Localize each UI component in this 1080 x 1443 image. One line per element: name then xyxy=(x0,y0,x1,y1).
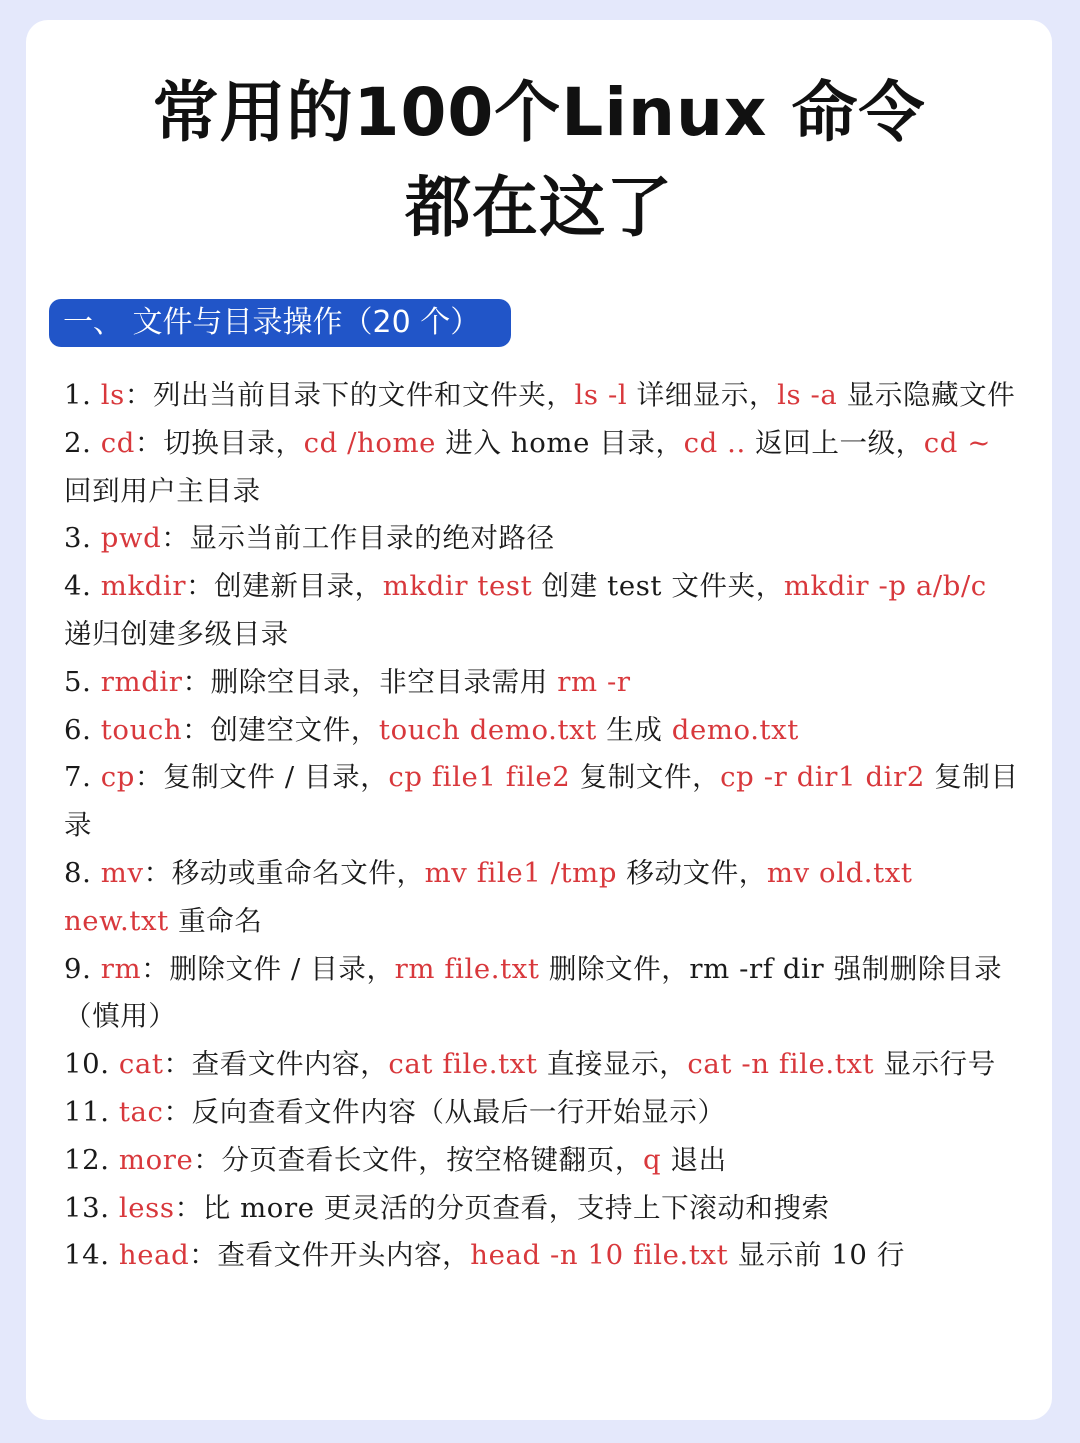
description-text: 显示前 10 行 xyxy=(728,1239,905,1272)
command-text: rm file.txt xyxy=(394,952,540,985)
command-text: less xyxy=(118,1191,175,1224)
command-text: q xyxy=(642,1143,662,1176)
command-text: cd xyxy=(100,426,135,459)
command-list xyxy=(64,372,1024,1280)
description-text: 复制文件， xyxy=(570,761,721,794)
command-text: ls -a xyxy=(777,379,838,411)
command-text: cat file.txt xyxy=(388,1048,538,1081)
description-text: 返回上一级， xyxy=(745,426,924,459)
description-text: 13. xyxy=(64,1191,119,1224)
list-item xyxy=(64,659,1024,707)
list-item xyxy=(64,1185,1024,1233)
command-text: mv xyxy=(100,856,144,889)
description-text: ：分页查看长文件，按空格键翻页， xyxy=(193,1143,643,1176)
description-text: 创建 test 文件夹， xyxy=(532,570,784,603)
description-text: 显示隐藏文件 xyxy=(837,379,1016,411)
description-text: 详细显示， xyxy=(627,379,778,411)
command-text: cp xyxy=(100,761,135,794)
list-item xyxy=(64,515,1024,563)
description-text: 复制目录 xyxy=(64,761,1019,842)
list-item xyxy=(64,1089,1024,1137)
command-text: pwd xyxy=(100,522,162,555)
command-text: touch demo.txt xyxy=(378,713,597,746)
description-text: 重命名 xyxy=(168,904,263,937)
command-text: cd .. xyxy=(683,426,746,459)
command-text: cd /home xyxy=(303,426,437,459)
description-text: 递归创建多级目录 xyxy=(64,617,289,650)
description-text: 回到用户主目录 xyxy=(64,474,261,507)
description-text: 7. xyxy=(64,761,101,794)
command-text: mkdir -p a/b/c xyxy=(783,570,987,603)
description-text: 5. xyxy=(64,665,101,698)
content-card xyxy=(26,20,1052,1420)
command-text: touch xyxy=(100,713,183,746)
description-text: ：显示当前工作目录的绝对路径 xyxy=(161,522,555,555)
list-item xyxy=(64,946,1024,1042)
description-text: 退出 xyxy=(661,1143,727,1176)
command-text: mv old.txt new.txt xyxy=(64,856,913,937)
list-item xyxy=(64,1041,1024,1089)
description-text: 8. xyxy=(64,856,101,889)
section-heading: 一、 文件与目录操作（20 个） xyxy=(63,305,481,340)
command-text: ls xyxy=(100,379,125,411)
command-text: mkdir xyxy=(100,570,187,603)
page-title-line-1: 常用的100个Linux 命令 xyxy=(152,74,926,151)
description-text: 移动文件， xyxy=(617,856,767,889)
description-text: ：移动或重命名文件， xyxy=(143,856,425,889)
command-text: rm -r xyxy=(557,665,631,698)
command-text: tac xyxy=(118,1095,164,1128)
command-text: cd ~ xyxy=(923,426,991,459)
list-item xyxy=(64,563,1024,659)
description-text: 进入 home 目录， xyxy=(436,426,684,459)
description-text: ：复制文件 / 目录， xyxy=(135,761,389,794)
command-text: mkdir test xyxy=(382,570,533,603)
description-text: ：查看文件内容， xyxy=(163,1048,389,1081)
list-item xyxy=(64,1137,1024,1185)
description-text: 1. xyxy=(64,379,101,411)
section-heading-badge xyxy=(49,299,511,347)
description-text: ：删除空目录，非空目录需用 xyxy=(182,665,558,698)
description-text: ：创建新目录， xyxy=(186,570,383,603)
description-text: 6. xyxy=(64,713,101,746)
command-text: more xyxy=(118,1143,194,1176)
description-text: 9. xyxy=(64,952,101,985)
description-text: ：反向查看文件内容（从最后一行开始显示） xyxy=(163,1095,726,1128)
description-text: 3. xyxy=(64,522,101,555)
command-text: cat -n file.txt xyxy=(687,1048,875,1081)
description-text: 14. xyxy=(64,1239,119,1272)
command-text: rmdir xyxy=(100,665,183,698)
command-text: head xyxy=(118,1239,190,1272)
description-text: ：比 more 更灵活的分页查看，支持上下滚动和搜索 xyxy=(174,1191,830,1224)
description-text: 11. xyxy=(64,1095,119,1128)
command-text: mv file1 /tmp xyxy=(424,856,618,889)
command-text: cp file1 file2 xyxy=(388,761,571,794)
list-item xyxy=(64,850,1024,946)
description-text: 2. xyxy=(64,426,101,459)
command-text: cat xyxy=(118,1048,164,1081)
command-text: rm xyxy=(100,952,142,985)
description-text: 4. xyxy=(64,570,101,603)
list-item xyxy=(64,1232,1024,1280)
description-text: ：删除文件 / 目录， xyxy=(141,952,395,985)
description-text: 直接显示， xyxy=(537,1048,688,1081)
command-text: ls -l xyxy=(574,379,628,411)
description-text: ：列出当前目录下的文件和文件夹， xyxy=(124,379,575,411)
list-item xyxy=(64,754,1024,850)
command-text: demo.txt xyxy=(671,713,799,746)
description-text: 12. xyxy=(64,1143,119,1176)
description-text: 删除文件，rm -rf dir 强制删除目录（慎用） xyxy=(64,952,1003,1033)
list-item xyxy=(64,420,1024,516)
description-text: 显示行号 xyxy=(874,1048,996,1081)
command-text: head -n 10 file.txt xyxy=(470,1239,729,1272)
description-text: 10. xyxy=(64,1048,119,1081)
description-text: ：创建空文件， xyxy=(182,713,379,746)
description-text: ：查看文件开头内容， xyxy=(189,1239,471,1272)
command-text: cp -r dir1 dir2 xyxy=(720,761,925,794)
description-text: 生成 xyxy=(596,713,672,746)
list-item xyxy=(64,707,1024,755)
page-title-line-2: 都在这了 xyxy=(405,169,673,246)
list-item xyxy=(64,372,1024,420)
description-text: ：切换目录， xyxy=(135,426,304,459)
